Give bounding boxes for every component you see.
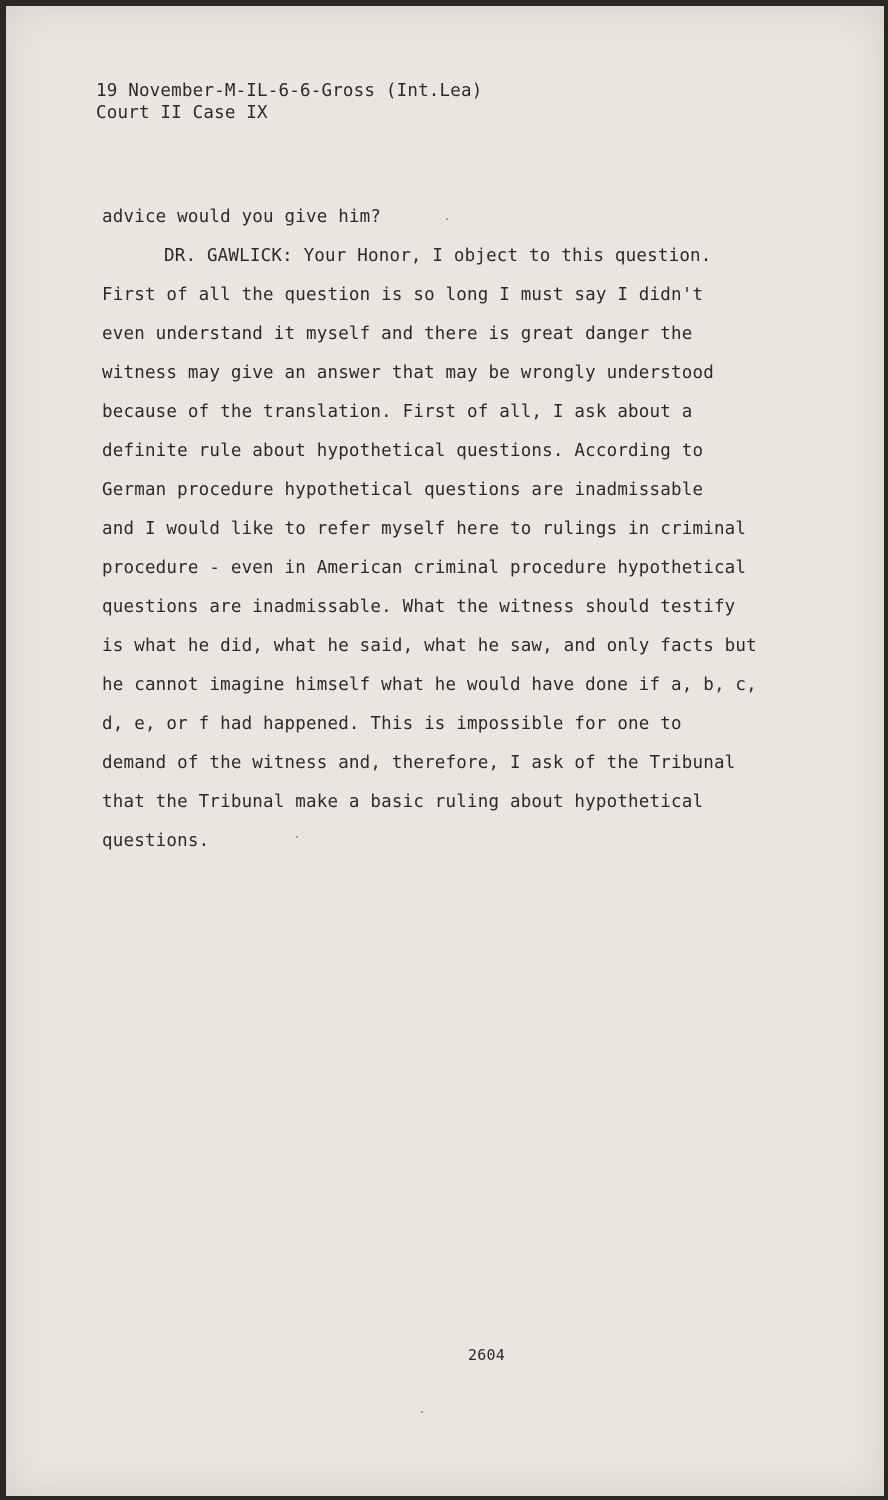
document-page (6, 6, 884, 1496)
transcript-line: questions are inadmissable. What the witness should testify (102, 597, 736, 617)
paper-speck (446, 218, 448, 220)
transcript-line: d, e, or f had happened. This is impossible for one to (102, 714, 682, 734)
transcript-line: questions. (102, 831, 210, 851)
transcript-line: witness may give an answer that may be wrongly understood (102, 363, 714, 383)
paper-speck (421, 1411, 423, 1413)
transcript-line: and I would like to refer myself here to rulings in criminal (102, 519, 747, 539)
document-header (96, 80, 483, 124)
transcript-line: German procedure hypothetical questions are inadmissable (102, 480, 704, 500)
paper-speck (296, 836, 298, 838)
transcript-line: even understand it myself and there is great danger the (102, 324, 693, 344)
transcript-line: First of all the question is so long I must say I didn't (102, 285, 704, 305)
header-court-line: Court II Case IX (96, 103, 268, 123)
transcript-line: procedure - even in American criminal procedure hypothetical (102, 558, 747, 578)
transcript-line: advice would you give him? (102, 207, 382, 227)
header-reference-line: 19 November-M-IL-6-6-Gross (Int.Lea) (96, 81, 483, 101)
transcript-line: DR. GAWLICK: Your Honor, I object to this question. (164, 246, 712, 266)
transcript-body (102, 198, 822, 861)
transcript-line: is what he did, what he said, what he saw, and only facts but (102, 636, 757, 656)
transcript-line: because of the translation. First of all, I ask about a (102, 402, 693, 422)
page-number: 2604 (468, 1346, 505, 1364)
transcript-line: that the Tribunal make a basic ruling about hypothetical (102, 792, 704, 812)
transcript-line: he cannot imagine himself what he would have done if a, b, c, (102, 675, 757, 695)
transcript-line: definite rule about hypothetical questions. According to (102, 441, 704, 461)
transcript-line: demand of the witness and, therefore, I ask of the Tribunal (102, 753, 736, 773)
